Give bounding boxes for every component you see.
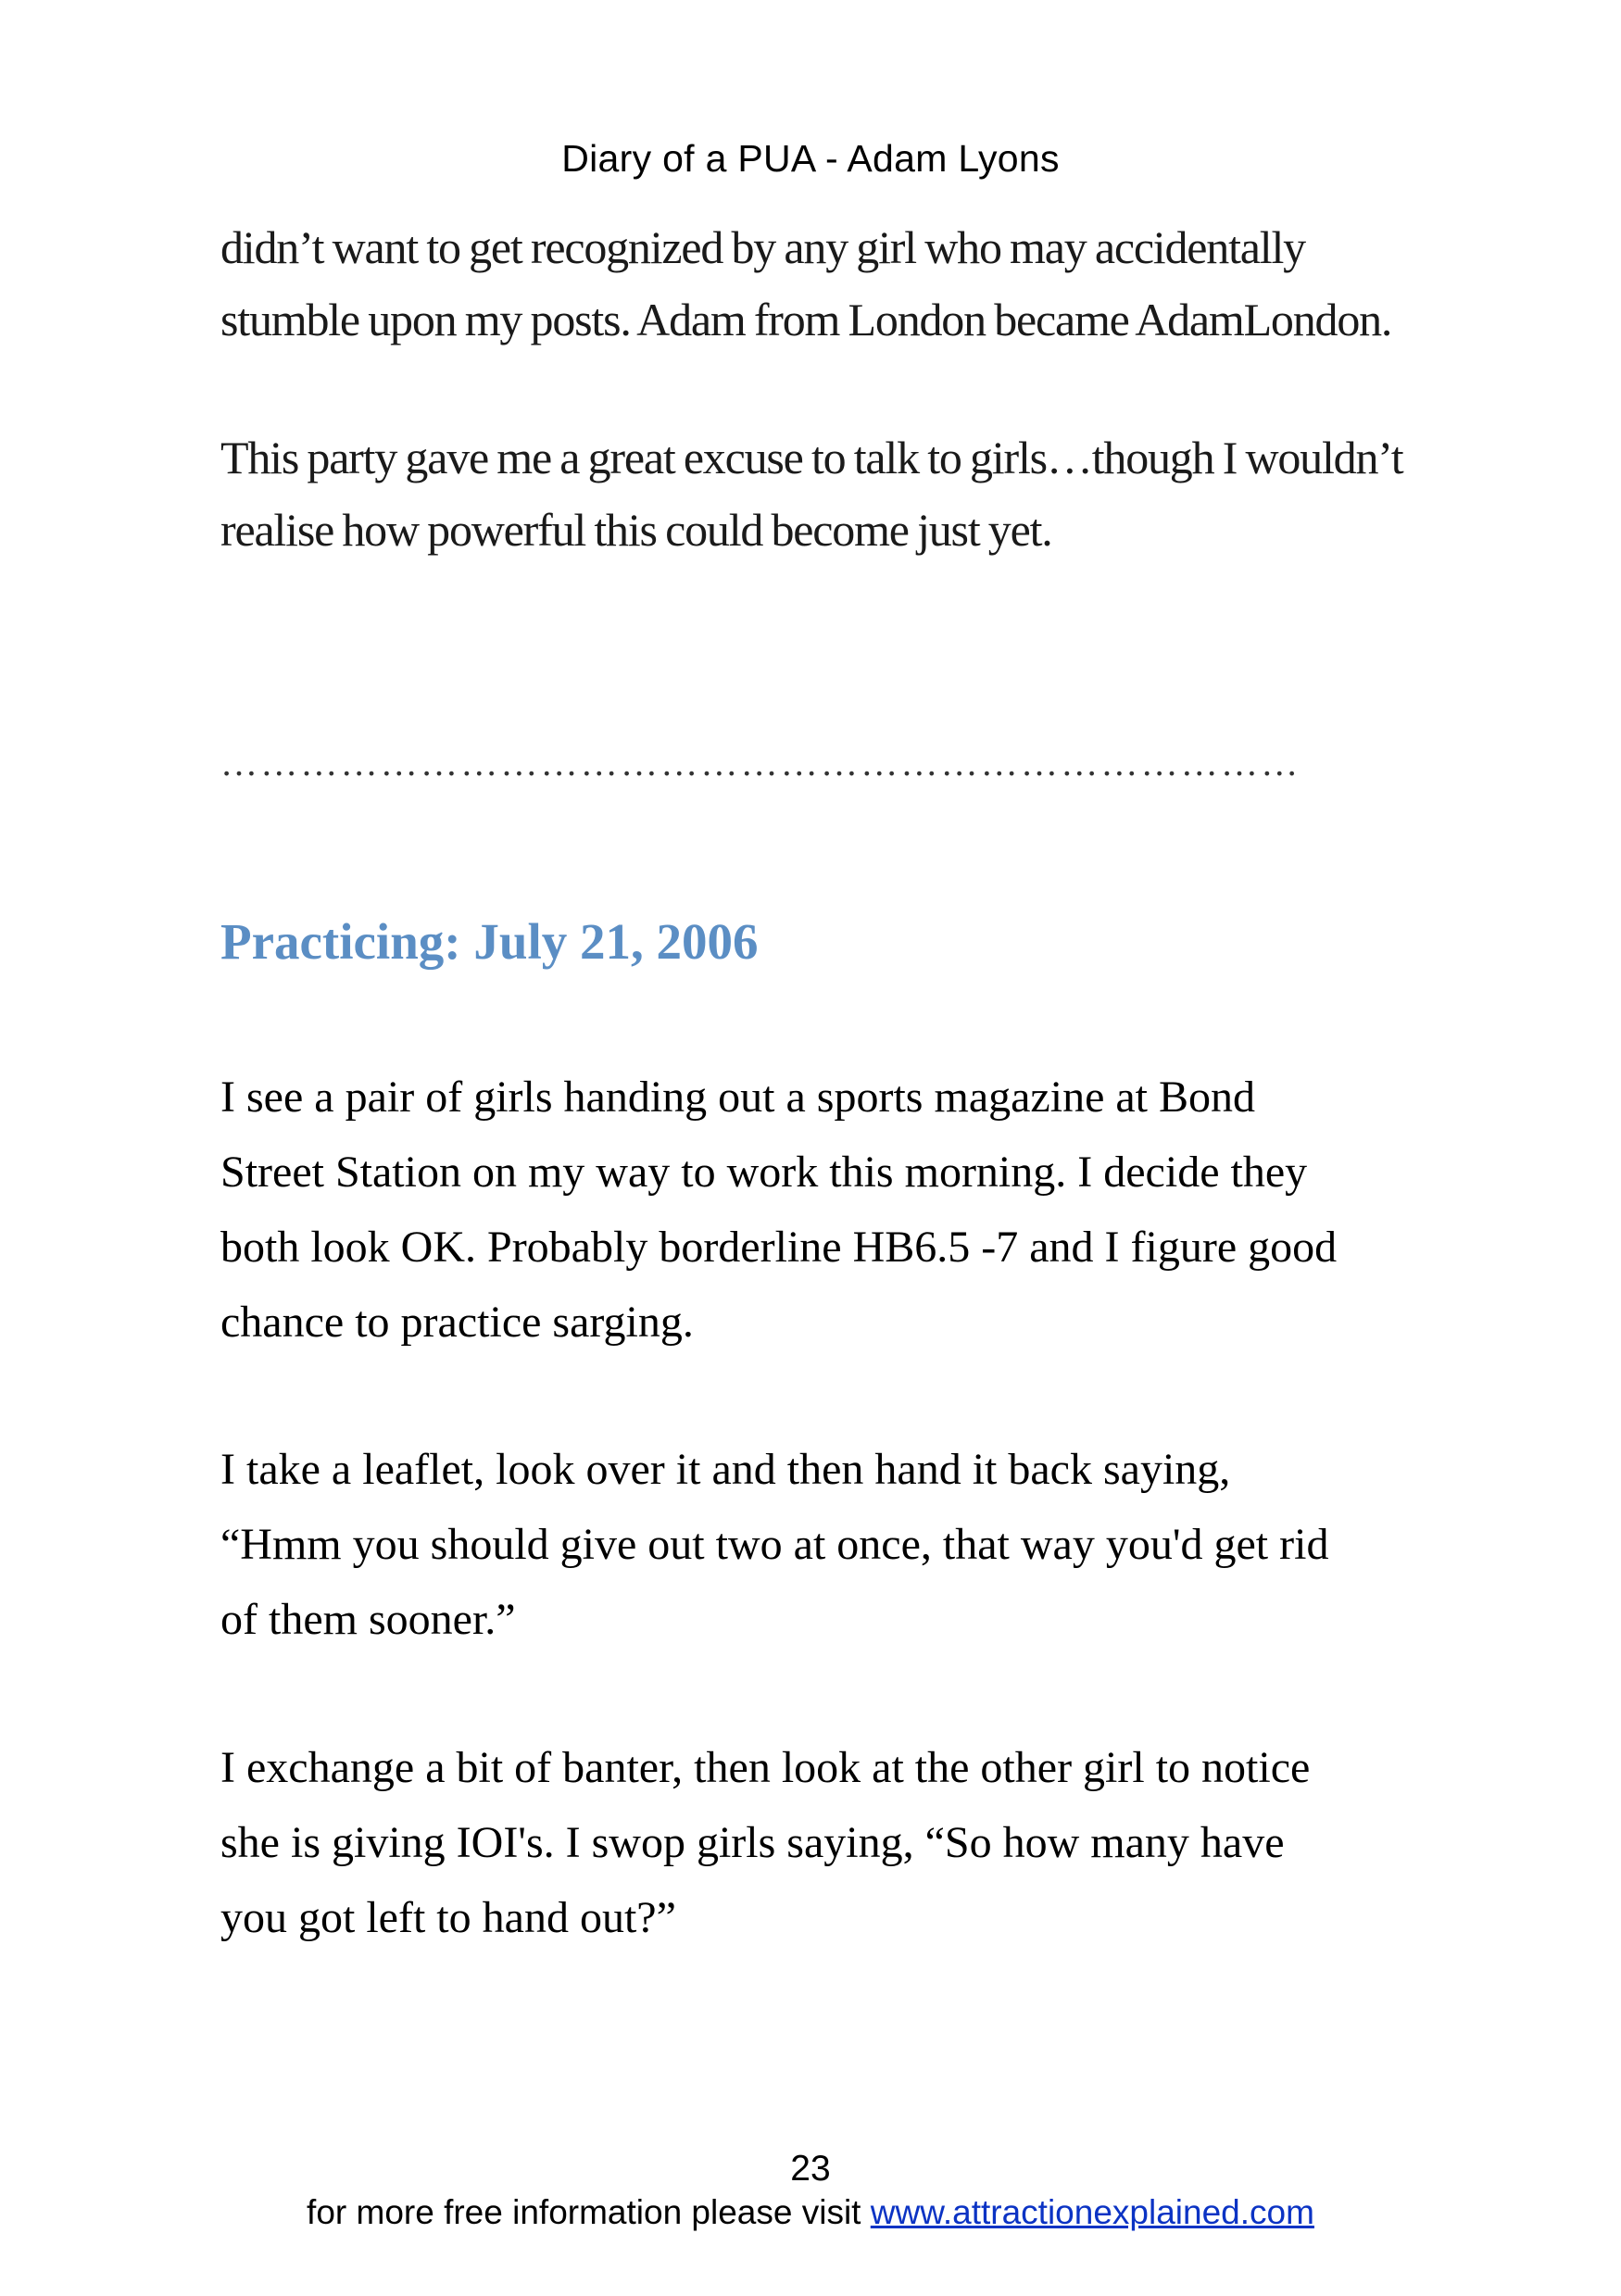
- text-line: Street Station on my way to work this morning. I decide they: [220, 1148, 1308, 1197]
- text-line: you got left to hand out?”: [220, 1893, 676, 1942]
- section-paragraph: [220, 1730, 1425, 1955]
- section-paragraph: [220, 1060, 1425, 1360]
- footer-note: [0, 2193, 1621, 2232]
- text-line: of them sooner.”: [220, 1595, 516, 1644]
- text-line: realise how powerful this could become just yet.: [220, 504, 1052, 556]
- paragraph: [220, 1730, 1425, 1955]
- text-line: This party gave me a great excuse to talk to girls…though I wouldn’t: [220, 432, 1403, 483]
- footer-note-text: for more free information please visit: [307, 2193, 871, 2231]
- text-line: “Hmm you should give out two at once, that way you'd get rid: [220, 1520, 1329, 1569]
- running-header: Diary of a PUA - Adam Lyons: [561, 137, 1060, 180]
- paragraph: [220, 1060, 1425, 1360]
- text-line: chance to practice sarging.: [220, 1298, 694, 1347]
- section-paragraph: [220, 1432, 1425, 1657]
- paragraph: [220, 421, 1425, 566]
- dotted-separator: ………………………………………………………………………: [220, 742, 1301, 784]
- paragraph: [220, 211, 1425, 356]
- text-line: I exchange a bit of banter, then look at the other girl to notice: [220, 1743, 1311, 1792]
- text-line: both look OK. Probably borderline HB6.5 -7 and I figure good: [220, 1223, 1338, 1272]
- website-link[interactable]: www.attractionexplained.com: [870, 2193, 1314, 2231]
- section-heading: Practicing: July 21, 2006: [220, 913, 759, 970]
- page-number: 23: [790, 2149, 831, 2189]
- text-line: stumble upon my posts. Adam from London became AdamLondon.: [220, 294, 1392, 345]
- text-line: I see a pair of girls handing out a sports magazine at Bond: [220, 1073, 1256, 1122]
- text-line: didn’t want to get recognized by any girl who may accidentally: [220, 221, 1305, 273]
- text-line: she is giving IOI's. I swop girls saying, “So how many have: [220, 1818, 1285, 1867]
- intro-paragraph: [220, 211, 1425, 356]
- paragraph: [220, 1432, 1425, 1657]
- text-line: I take a leaflet, look over it and then hand it back saying,: [220, 1445, 1231, 1494]
- intro-paragraph: [220, 421, 1425, 566]
